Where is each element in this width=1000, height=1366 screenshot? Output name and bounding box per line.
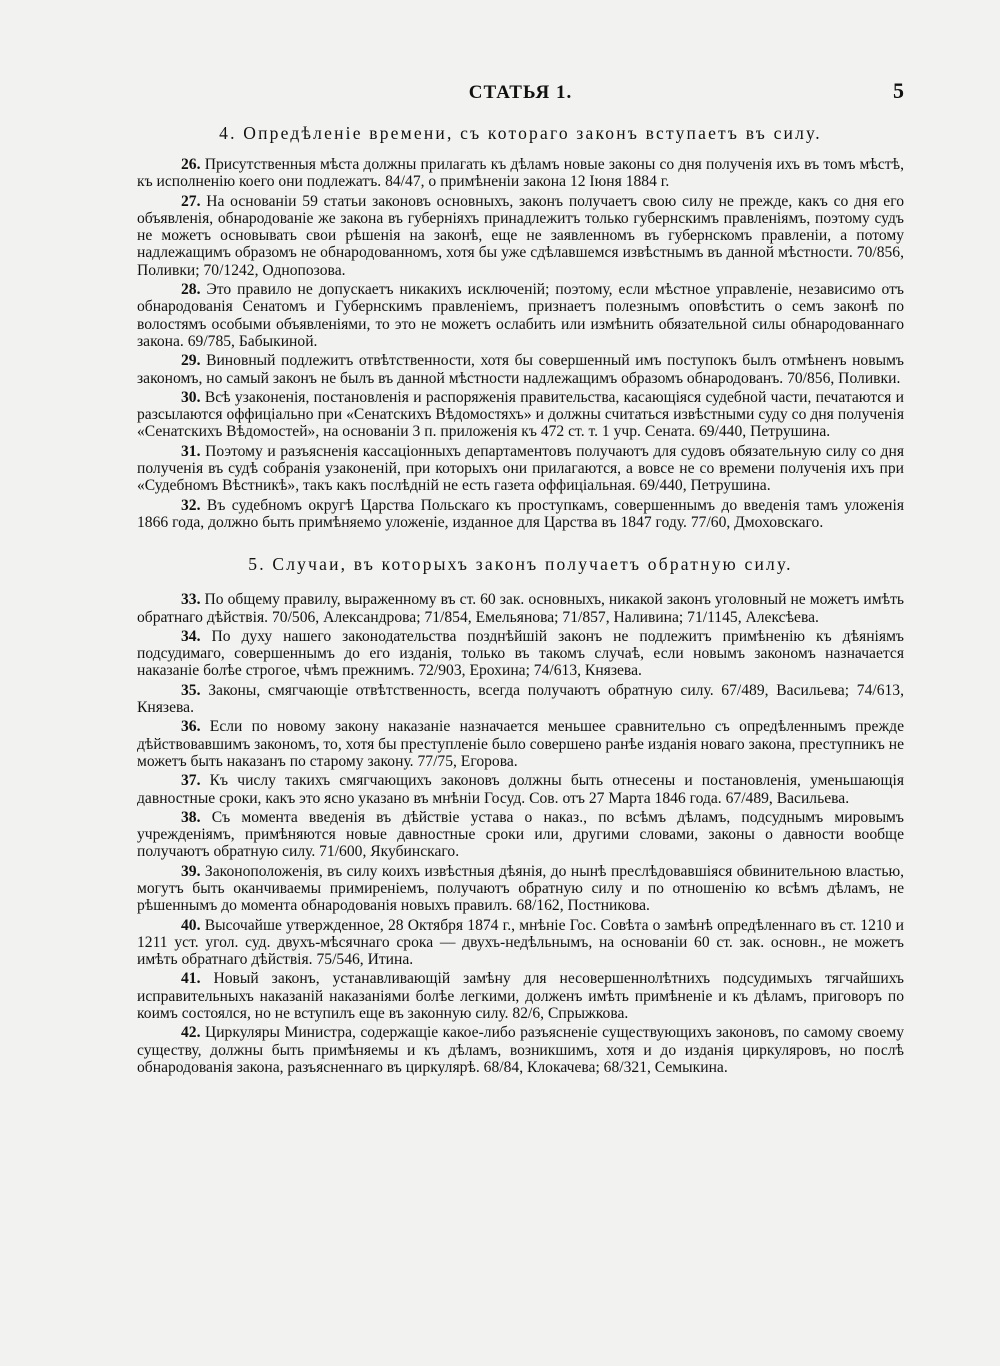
paragraph-text: Въ судебномъ округѣ Царства Польскаго къ проступкамъ, совершеннымъ до введенія тамъ уложенія 1866 года, должно быть примѣняемо уложеніе, изданное для Царства въ 1847 году. 77/60, Дмоховскаго. [137, 496, 904, 531]
paragraph-text: По духу нашего законодательства позднѣйшій законъ не подлежитъ примѣненію къ дѣяніямъ подсудимаго, совершеннымъ до его изданія, только въ такомъ случаѣ, если новымъ закономъ назначается наказаніе болѣе строгое, чѣмъ прежнимъ. 72/903, Ерохина; 74/613, Князева. [137, 627, 904, 680]
article-paragraph [137, 718, 904, 770]
section-heading: 4. Опредѣленіе времени, съ котораго законъ вступаетъ въ силу. [219, 123, 822, 143]
paragraph-number: 35. [181, 681, 201, 699]
running-title: СТАТЬЯ 1. [468, 82, 573, 103]
paragraph-text: Законы, смягчающіе отвѣтственность, всегда получаютъ обратную силу. 67/489, Васильева; 74/613, Князева. [137, 681, 904, 717]
article-paragraph [137, 682, 904, 717]
paragraph-number: 33. [181, 591, 201, 609]
paragraph-text: На основаніи 59 статьи законовъ основныхъ, законъ получаетъ свою силу не прежде, какъ со дня его объявленія, обнародованіе же закона въ губерніяхъ принадлежитъ только губернскимъ правленіямъ, поэтому судъ не можетъ основывать свои рѣшенія на законѣ, еще не заявленномъ въ губернскомъ правленіи, а потому надлежащимъ образомъ не обнародованномъ, хотя бы уже сдѣлавшемся извѣстнымъ въ данной мѣстности. 70/856, Поливки; 70/1242, Однопозова. [137, 192, 904, 279]
section-heading: 5. Случаи, въ которыхъ законъ получаетъ обратную силу. [248, 554, 793, 575]
article-paragraph [137, 863, 904, 915]
paragraph-text: Поэтому и разъясненія кассаціонныхъ департаментовъ получаютъ для судовъ обязательную силу со дня полученія въ судѣ собранія узаконеній, при которыхъ они прилагаются, а вовсе не со времени полученія ихъ при «Судебномъ Вѣстникѣ», такъ какъ послѣдній не есть газета оффиціальная. 69/440, Петрушина. [137, 442, 904, 495]
paragraph-number: 39. [181, 862, 201, 880]
paragraph-text: По общему правилу, выраженному въ ст. 60 зак. основныхъ, никакой законъ уголовный не можетъ имѣть обратнаго дѣйствія. 70/506, Александрова; 71/854, Емельянова; 71/857, Наливина; 71/1145, Алексѣева. [137, 591, 905, 626]
paragraph-text: Циркуляры Министра, содержащіе какое-либо разъясненіе существующихъ законовъ, по самому своему существу, должны быть примѣняемы и къ дѣламъ, возникшимъ, хотя и до изданія циркуляровъ, но послѣ обнародованія закона, разъясненнаго въ циркулярѣ. 68/84, Клокачева; 68/321, Семыкина. [137, 1024, 904, 1076]
article-paragraph [137, 497, 904, 532]
paragraph-number: 40. [181, 916, 201, 934]
article-paragraph [137, 772, 904, 807]
paragraph-text: Съ момента введенія въ дѣйствіе устава о наказ., по всѣмъ дѣламъ, подсуднымъ мировымъ учрежденіямъ, примѣняются новые давностные сроки или, другими словами, законы о давности вообще получаютъ обратную силу. 71/600, Якубинскаго. [137, 808, 904, 861]
paragraph-text: Виновный подлежитъ отвѣтственности, хотя бы совершенный имъ поступокъ былъ отмѣненъ новымъ закономъ, но самый законъ не былъ въ данной мѣстности надлежащимъ образомъ обнародованъ. 70/856, Поливки. [137, 352, 904, 387]
paragraph-number: 29. [181, 352, 201, 370]
running-header [137, 78, 904, 112]
paragraph-number: 42. [181, 1024, 201, 1042]
page-body [137, 122, 904, 1076]
page-number: 5 [893, 78, 904, 103]
paragraph-number: 36. [181, 718, 201, 736]
article-paragraph [137, 628, 904, 680]
paragraph-text: Къ числу такихъ смягчающихъ законовъ должны быть отнесены и постановленія, уменьшающія давностные сроки, какъ это ясно указано въ мнѣніи Госуд. Сов. отъ 27 Марта 1846 года. 67/489, Васильева. [137, 772, 904, 807]
article-paragraph [137, 591, 904, 626]
paragraph-text: Новый законъ, устанавливающій замѣну для несовершеннолѣтнихъ подсудимыхъ тягчайшихъ исправительныхъ наказаній наказаніями болѣе легкими, долженъ имѣть примѣненіе и къ дѣламъ, приговоръ по коимъ состоялся, но не вступилъ еще въ законную силу. 82/6, Спрыжкова. [137, 970, 904, 1023]
paragraph-text: Если по новому закону наказаніе назначается меньшее сравнительно съ опредѣленнымъ прежде дѣйствовавшимъ закономъ, то, хотя бы преступленіе было совершено ранѣе изданія новаго закона, преступникъ не можетъ быть наказанъ по старому закону. 77/75, Егорова. [137, 718, 904, 770]
article-paragraph [137, 352, 904, 387]
article-paragraph [137, 389, 904, 441]
article-paragraph [137, 443, 904, 495]
paragraph-number: 26. [181, 156, 201, 173]
paragraph-number: 41. [181, 970, 201, 988]
paragraph-number: 38. [181, 808, 201, 826]
article-paragraph [137, 1024, 904, 1076]
article-paragraph [137, 156, 904, 191]
article-paragraph [137, 970, 904, 1022]
paragraph-text: Всѣ узаконенія, постановленія и распоряженія правительства, касающіяся судебной части, печатаются и разсылаются оффиціально при «Сенатскихъ Вѣдомостяхъ» и должны считаться извѣстными суду со дня полученія «Сенатскихъ Вѣдомостей», на основаніи 3 п. приложенія къ 472 ст. т. 1 учр. Сената. 69/440, Петрушина. [137, 388, 904, 441]
paragraph-text: Это правило не допускаетъ никакихъ исключеній; поэтому, если мѣстное управленіе, независимо отъ обнародованія Сенатомъ и Губернскимъ правленіемъ, признаетъ полезнымъ оповѣстить о семъ законѣ по волостямъ особыми объявленіями, то это не можетъ ослабить или измѣнить обязательной силы обнародованнаго закона. 69/785, Бабыкиной. [137, 281, 904, 350]
paragraph-text: Законоположенія, въ силу коихъ извѣстныя дѣянія, до нынѣ преслѣдовавшіяся обвинительною властью, могутъ быть оканчиваемы примиреніемъ, получаютъ обратную силу и по отношенію ко всѣмъ дѣламъ, не рѣшеннымъ до момента обнародованія новыхъ правилъ. 68/162, Постникова. [137, 862, 904, 915]
paragraph-number: 37. [181, 772, 201, 790]
paragraph-number: 32. [181, 496, 201, 514]
article-paragraph [137, 917, 904, 969]
paragraph-text: Высочайше утвержденное, 28 Октября 1874 г., мнѣніе Гос. Совѣта о замѣнѣ опредѣленнаго въ ст. 1210 и 1211 уст. угол. суд. двухъ-мѣсячнаго срока — двухъ-недѣльнымъ, на основаніи 60 ст. зак. основн., не можетъ имѣть обратнаго дѣйствія. 75/546, Итина. [137, 916, 904, 969]
paragraph-number: 27. [181, 192, 201, 210]
article-paragraph [137, 281, 904, 350]
paragraph-number: 34. [181, 627, 201, 645]
paragraph-number: 28. [181, 281, 201, 299]
article-paragraph [137, 193, 904, 279]
paragraph-number: 30. [181, 388, 201, 406]
paragraph-number: 31. [181, 442, 201, 460]
paragraph-text: Присутственныя мѣста должны прилагать къ дѣламъ новые законы со дня полученія ихъ въ томъ мѣстѣ, къ исполненію коего они подлежатъ. 84/47, о примѣненіи закона 12 Іюня 1884 г. [137, 156, 904, 191]
article-paragraph [137, 809, 904, 861]
